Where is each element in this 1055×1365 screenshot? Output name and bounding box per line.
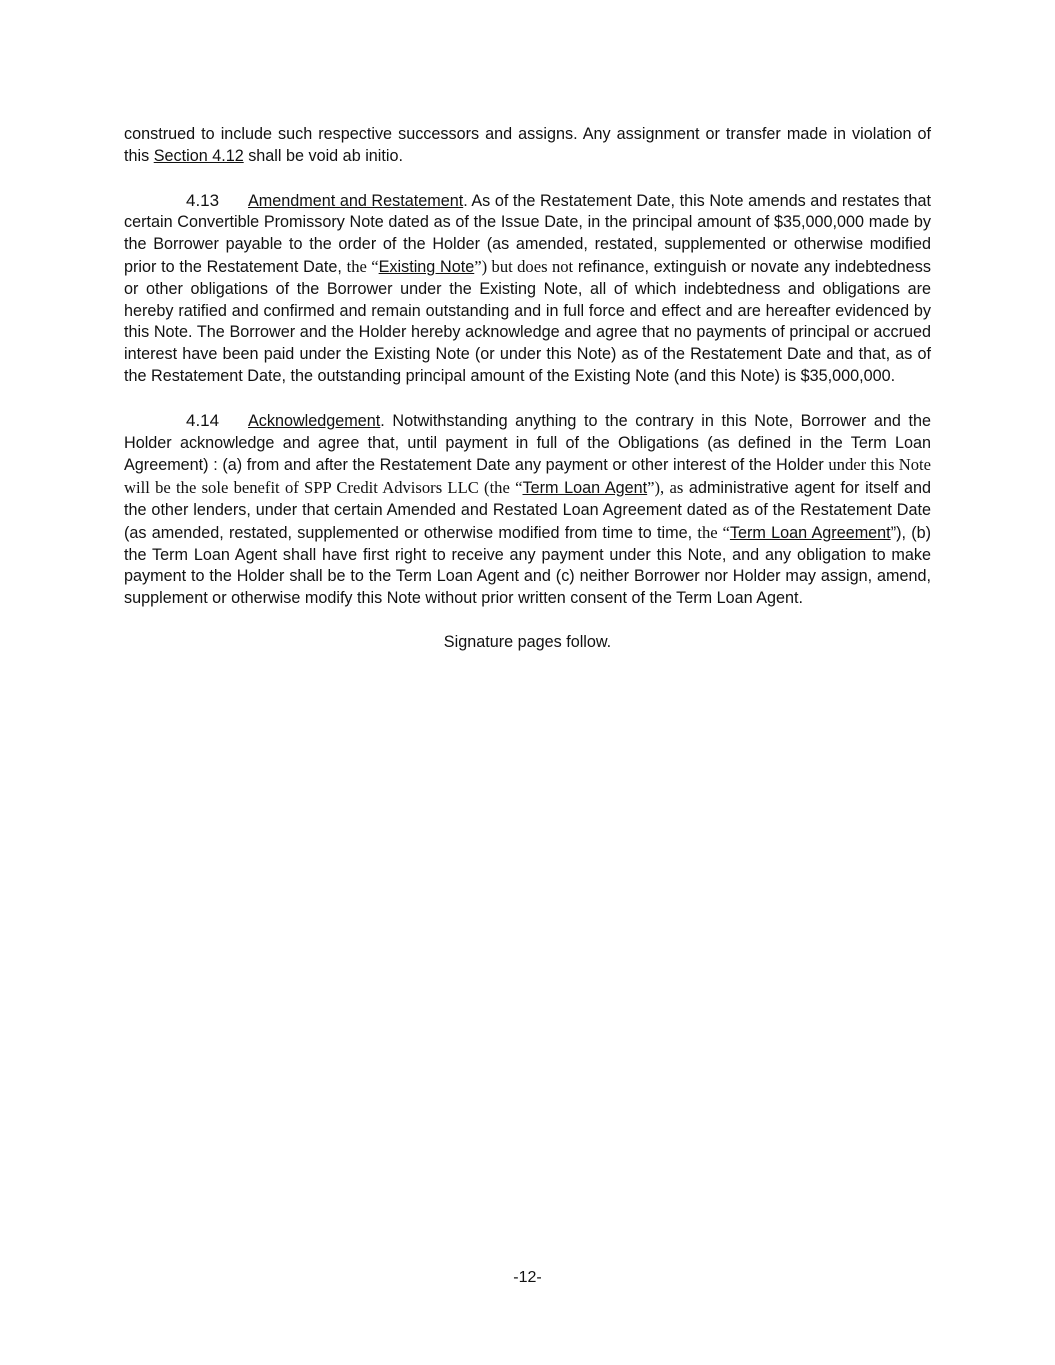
continuation-paragraph bbox=[124, 124, 931, 168]
continuation-text-after: shall be void ab initio. bbox=[243, 146, 403, 165]
section-4-13-serif-1: the “ bbox=[346, 256, 379, 276]
signature-note: Signature pages follow. bbox=[443, 632, 612, 651]
section-4-13-heading: Amendment and Restatement bbox=[248, 191, 464, 210]
section-4-14-text-2: administrative agent for itself and the other lenders, under that certain Amended and Restated Loan Agreement dated as of the Restatement Date (as amended, restated, supplemented or otherwise modified from time to time, bbox=[124, 479, 931, 542]
continuation-text-before: construed to include such respective successors and assigns. Any assignment or transfer made in violation of this bbox=[124, 125, 931, 165]
section-reference: Section 4.12 bbox=[153, 146, 244, 165]
section-4-14-paragraph bbox=[124, 410, 931, 610]
section-4-13-number: 4.13 bbox=[186, 190, 220, 210]
section-4-14-heading: Acknowledgement bbox=[248, 411, 381, 430]
section-4-14-text-1: . Notwithstanding anything to the contrary in this Note, Borrower and the Holder acknowledge and agree that, until payment in full of the Obligations (as defined in the Term Loan Agreement) : (a) from and after the Restatement Date any payment or other interest of the Holder bbox=[124, 411, 931, 475]
page-number: -12- bbox=[513, 1269, 542, 1286]
section-4-14-text-3: ”), (b) the Term Loan Agent shall have first right to receive any payment under this Note, and any obligation to make payment to the Holder shall be to the Term Loan Agent and (c) neither Borrower nor Holder may assign, amend, supplement or otherwise modify this Note without prior written consent of the Term Loan Agent. bbox=[124, 523, 932, 608]
section-4-13-serif-2: ”) but does not bbox=[474, 256, 574, 276]
section-4-14-serif-1: under this Note will be the sole benefit of SPP Credit Advisors LLC (the “ bbox=[124, 455, 931, 498]
existing-note-term: Existing Note bbox=[378, 257, 475, 276]
section-4-13-text-1: . As of the Restatement Date, this Note amends and restates that certain Convertible Promissory Note dated as of the Issue Date, in the principal amount of $35,000,000 made by the Borrower payable to the order of the Holder (as amended, restated, supplemented or otherwise modified prior to the Restatement Date, bbox=[124, 191, 931, 276]
term-loan-agent-term: Term Loan Agent bbox=[522, 479, 648, 498]
section-4-14-serif-3: the “ bbox=[697, 522, 730, 542]
section-4-14-serif-2: ”), as bbox=[647, 478, 684, 498]
section-4-14-number: 4.14 bbox=[186, 410, 220, 430]
term-loan-agreement-term: Term Loan Agreement bbox=[729, 523, 891, 542]
section-4-13-text-2: refinance, extinguish or novate any indebtedness or other obligations of the Borrower under the Existing Note, all of which indebtedness and obligations are hereby ratified and confirmed and remain outstanding and in full force and effect and are hereafter evidenced by this Note. The Borrower and the Holder hereby acknowledge and agree that no payments of principal or accrued interest have been paid under the Existing Note (or under this Note) as of the Restatement Date and that, as of the Restatement Date, the outstanding principal amount of the Existing Note (and this Note) is $35,000,000. bbox=[124, 257, 931, 385]
document-page bbox=[124, 124, 931, 654]
section-4-13-paragraph bbox=[124, 190, 931, 388]
